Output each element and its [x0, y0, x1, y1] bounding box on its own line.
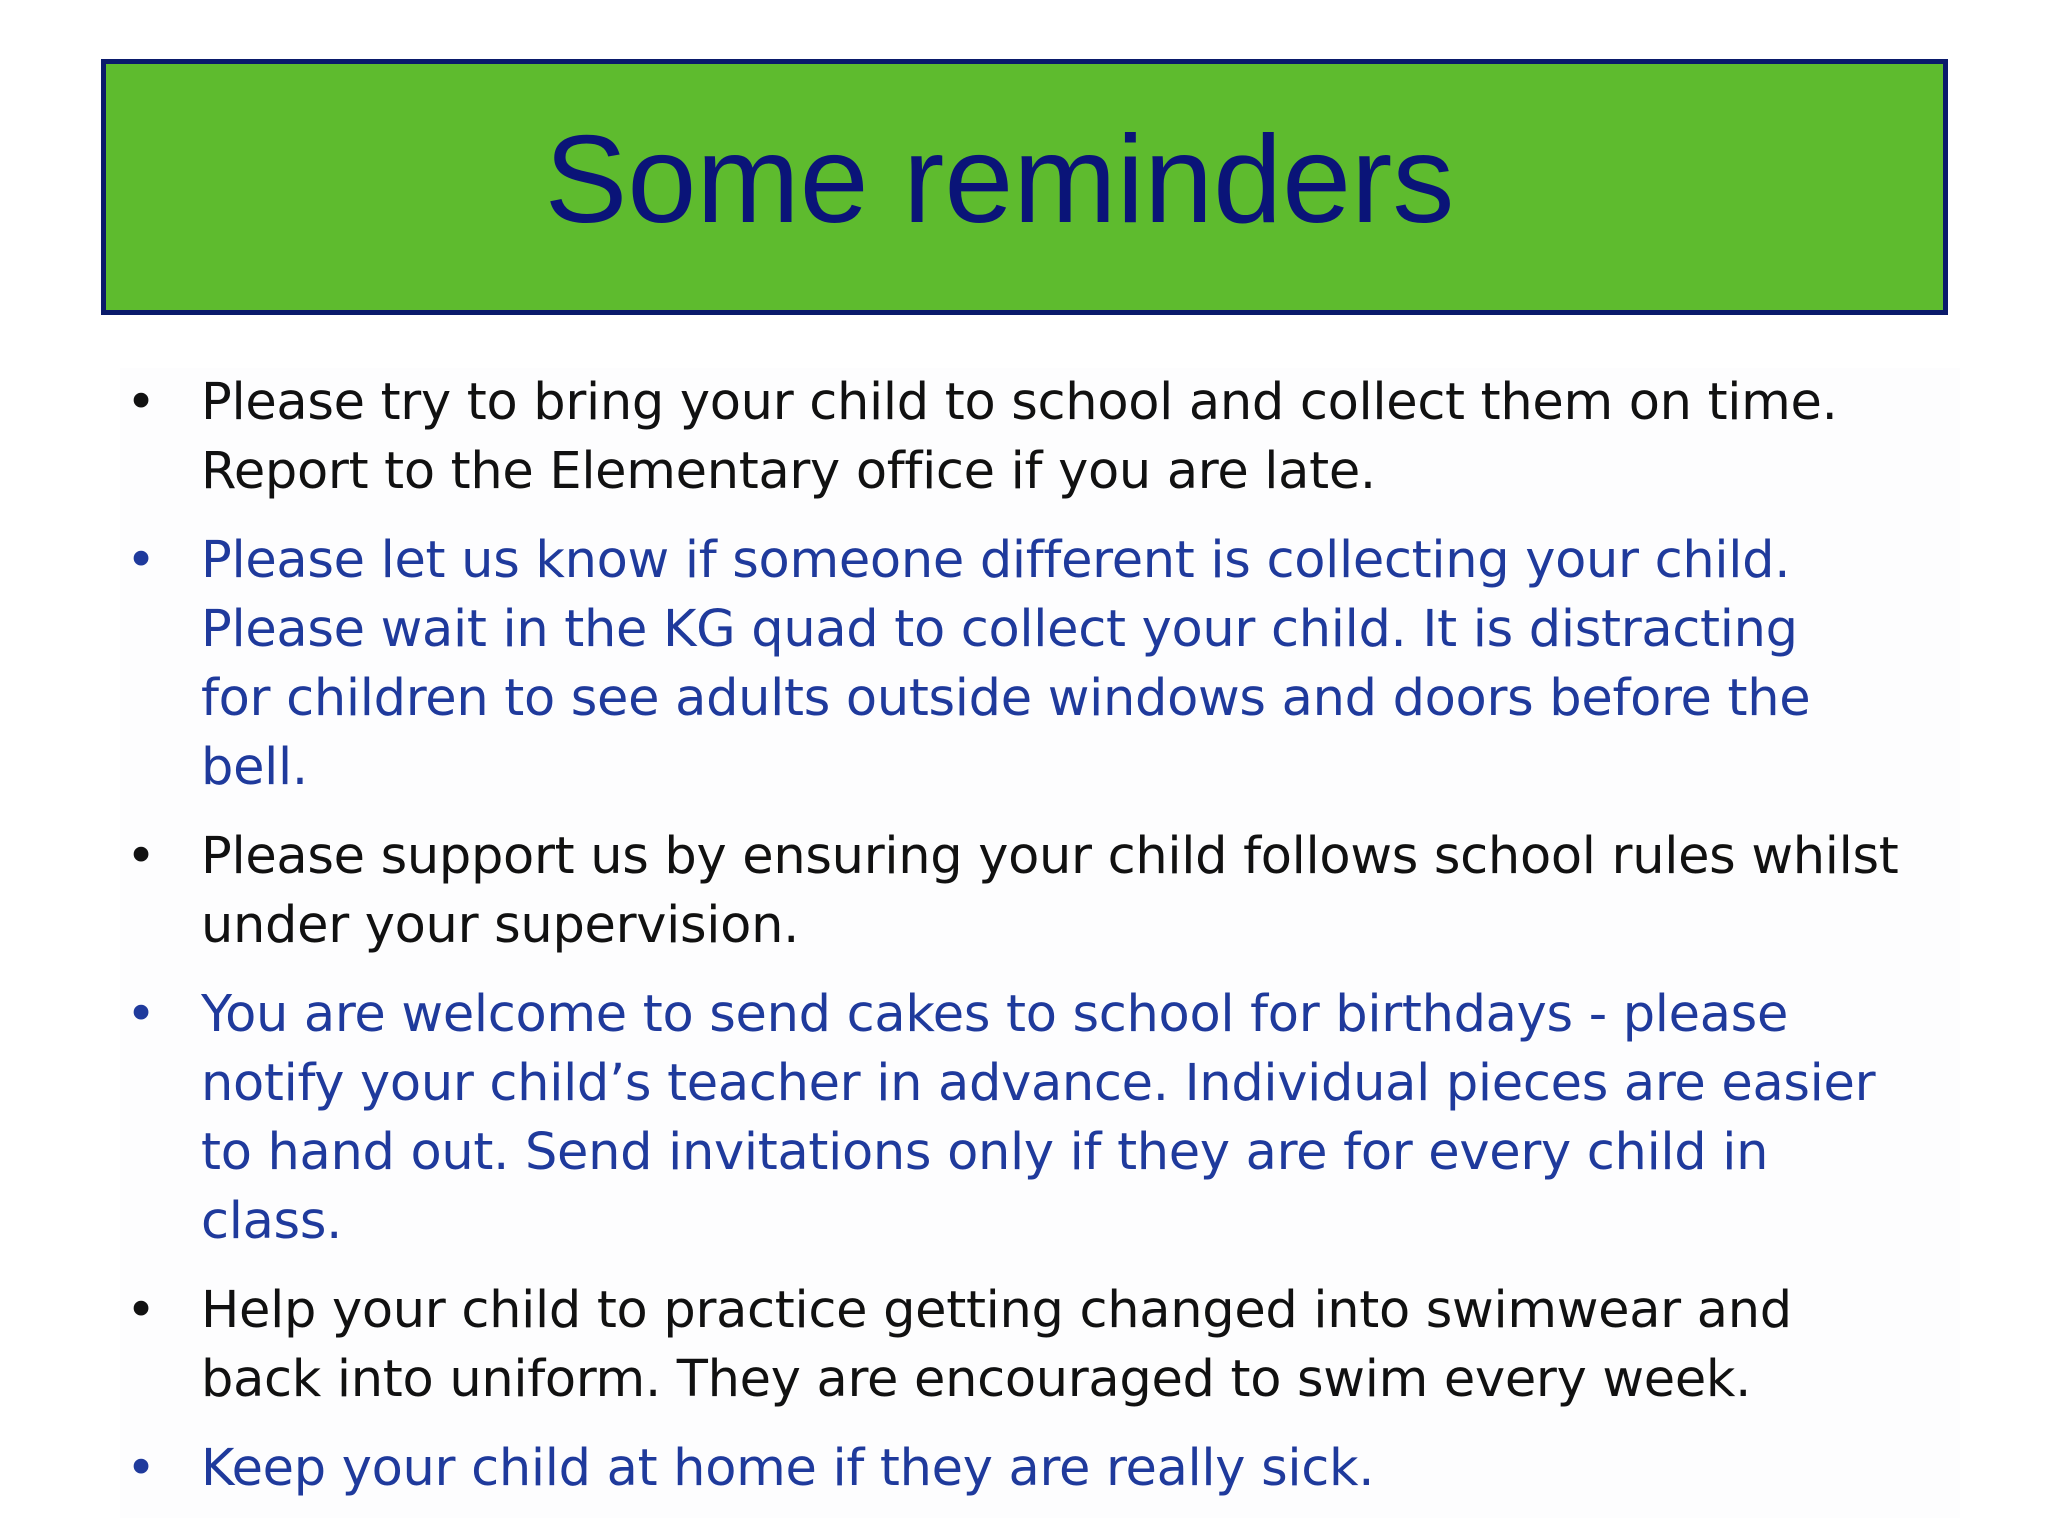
- reminder-line: Keep your child at home if they are really sick.: [201, 1439, 1375, 1498]
- reminders-content: [120, 368, 1960, 1518]
- reminder-item-collection: [120, 526, 1960, 802]
- reminders-list: [120, 368, 1960, 1503]
- bullet-icon: •: [126, 827, 156, 886]
- bullet-icon: •: [126, 373, 156, 432]
- slide-title: Some reminders: [544, 111, 1455, 249]
- reminder-line: notify your child’s teacher in advance. Individual pieces are easier: [201, 1054, 1876, 1113]
- bullet-icon: •: [126, 1439, 156, 1498]
- reminder-line: Please support us by ensuring your child follows school rules whilst: [201, 827, 1899, 886]
- reminder-item-punctuality: [120, 368, 1960, 506]
- bullet-icon: •: [126, 531, 156, 590]
- reminder-item-school-rules: [120, 822, 1960, 960]
- reminder-line: Please try to bring your child to school and collect them on time.: [201, 373, 1838, 432]
- reminder-line: Report to the Elementary office if you are late.: [201, 442, 1376, 501]
- bullet-icon: •: [126, 1281, 156, 1340]
- reminder-line: to hand out. Send invitations only if they are for every child in: [201, 1123, 1769, 1182]
- reminder-line: Please let us know if someone different is collecting your child.: [201, 531, 1791, 590]
- reminder-line: back into uniform. They are encouraged to swim every week.: [201, 1350, 1752, 1409]
- reminder-line: Help your child to practice getting changed into swimwear and: [201, 1281, 1792, 1340]
- reminder-item-sickness: [120, 1434, 1960, 1503]
- reminder-line: for children to see adults outside windows and doors before the: [201, 669, 1811, 728]
- title-banner: [101, 59, 1948, 315]
- reminder-item-birthdays: [120, 980, 1960, 1256]
- reminder-line: Please wait in the KG quad to collect your child. It is distracting: [201, 600, 1798, 659]
- reminder-line: bell.: [201, 738, 308, 797]
- reminder-line: You are welcome to send cakes to school for birthdays - please: [201, 985, 1789, 1044]
- reminder-item-swimming: [120, 1276, 1960, 1414]
- reminder-line: class.: [201, 1192, 343, 1251]
- reminder-line: under your supervision.: [201, 896, 800, 955]
- bullet-icon: •: [126, 985, 156, 1044]
